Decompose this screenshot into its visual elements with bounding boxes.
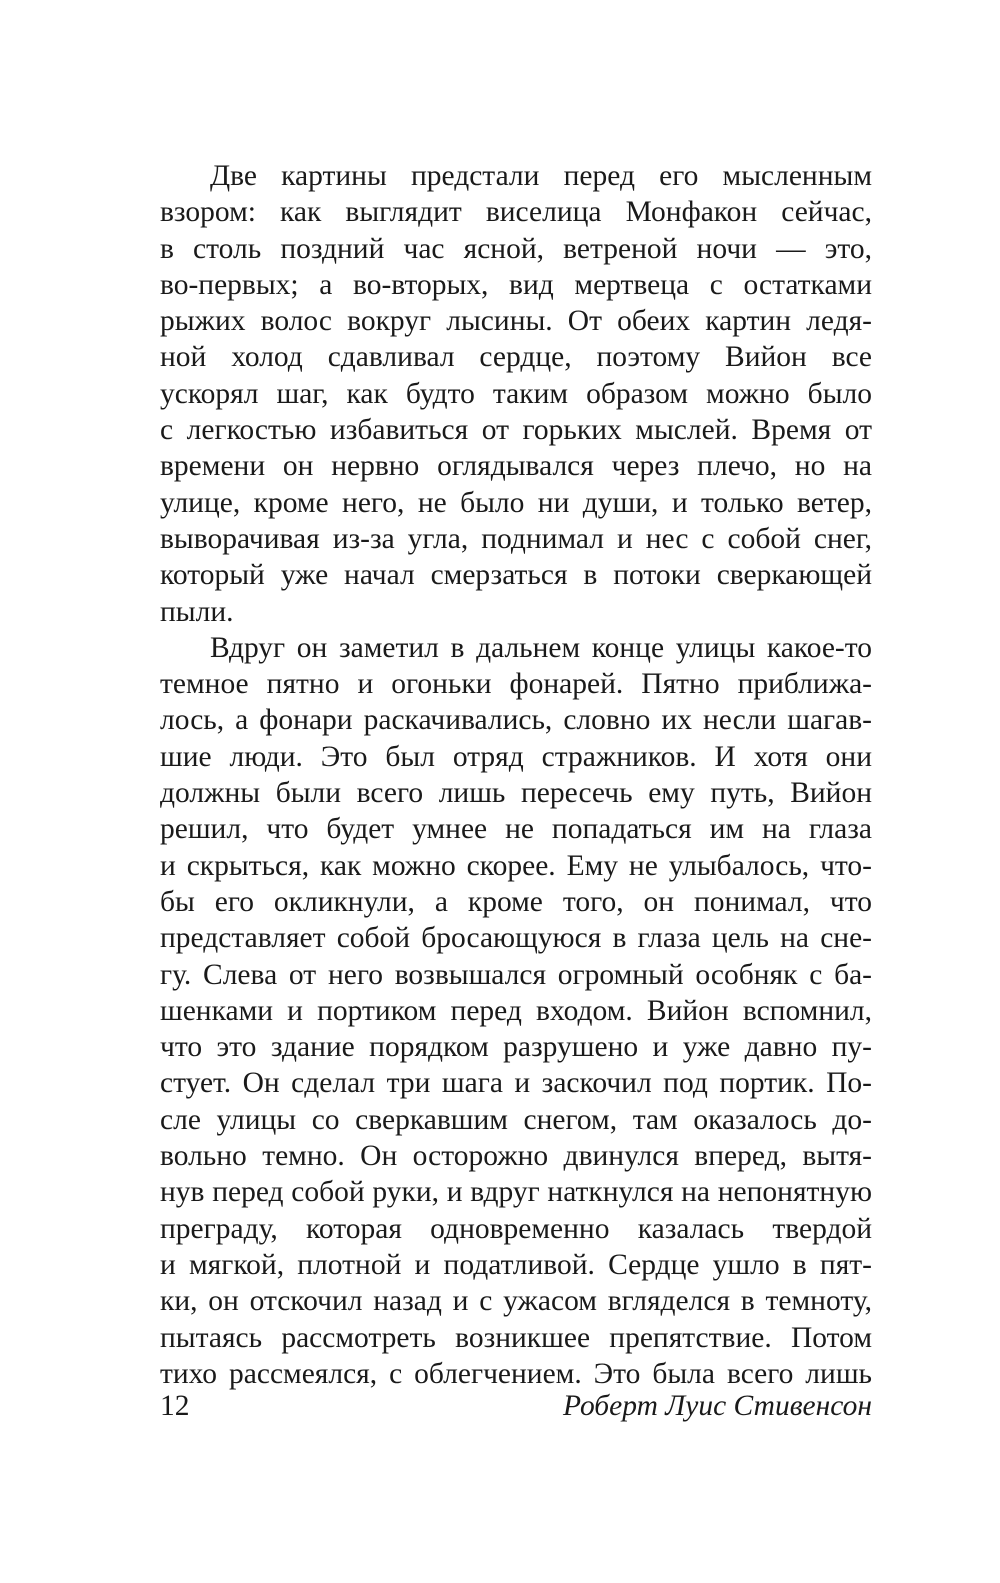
text-line: нув перед собой руки, и вдруг наткнулся на непонятную <box>160 1176 872 1209</box>
text-line: вольно темно. Он осторожно двинулся вперед, вытя- <box>160 1140 872 1173</box>
text-line: ной холод сдавливал сердце, поэтому Вийон все <box>160 341 872 374</box>
text-line: темное пятно и огоньки фонарей. Пятно приближа- <box>160 668 872 701</box>
text-line: преграду, которая одновременно казалась твердой <box>160 1212 872 1245</box>
text-line: и скрыться, как можно скорее. Ему не улыбалось, что- <box>160 849 872 882</box>
text-line: пыли. <box>160 595 234 628</box>
text-line: рыжих волос вокруг лысины. От обеих картин ледя- <box>160 305 872 338</box>
text-line: решил, что будет умнее не попадаться им на глаза <box>160 813 872 846</box>
text-line: бы его окликнули, а кроме того, он понимал, что <box>160 885 872 918</box>
page-number: 12 <box>160 1390 190 1422</box>
text-line: в столь поздний час ясной, ветреной ночи — это, <box>160 232 872 265</box>
text-line: стует. Он сделал три шага и заскочил под портик. По- <box>160 1067 872 1100</box>
body-text <box>160 158 872 1392</box>
text-line: шенками и портиком перед входом. Вийон вспомнил, <box>160 994 872 1027</box>
text-line: с легкостью избавиться от горьких мыслей. Время от <box>160 414 872 447</box>
text-line: представляет собой бросающуюся в глаза цель на сне- <box>160 922 872 955</box>
page-footer <box>160 1386 872 1426</box>
text-line: ки, он отскочил назад и с ужасом вгляделся в темноту, <box>160 1285 872 1318</box>
text-line: тихо рассмеялся, с облегчением. Это была всего лишь <box>160 1357 872 1390</box>
text-line: шие люди. Это был отряд стражников. И хотя они <box>160 740 872 773</box>
text-line: сле улицы со сверкавшим снегом, там оказалось до- <box>160 1103 872 1136</box>
text-line: выворачивая из-за угла, поднимал и нес с собой снег, <box>160 522 872 555</box>
text-line: улице, кроме него, не было ни души, и только ветер, <box>160 486 872 519</box>
text-line: Вдруг он заметил в дальнем конце улицы какое-то <box>210 631 872 664</box>
text-line: гу. Слева от него возвышался огромный особняк с ба- <box>160 958 872 991</box>
text-line: во-первых; а во-вторых, вид мертвеца с остатками <box>160 268 872 301</box>
text-line: взором: как выглядит виселица Монфакон сейчас, <box>160 196 872 229</box>
running-footer-author: Роберт Луис Стивенсон <box>562 1390 872 1422</box>
text-line: времени он нервно оглядывался через плечо, но на <box>160 450 872 483</box>
text-line: ускорял шаг, как будто таким образом можно было <box>160 377 872 410</box>
text-line: лось, а фонари раскачивались, словно их несли шагав- <box>160 704 872 737</box>
text-line: должны были всего лишь пересечь ему путь, Вийон <box>160 777 872 810</box>
text-line: Две картины предстали перед его мысленным <box>210 160 872 192</box>
text-line: и мягкой, плотной и податливой. Сердце ушло в пят- <box>160 1248 872 1281</box>
text-line: который уже начал смерзаться в потоки сверкающей <box>160 559 872 592</box>
text-line: пытаясь рассмотреть возникшее препятствие. Потом <box>160 1321 872 1354</box>
text-line: что это здание порядком разрушено и уже давно пу- <box>160 1031 872 1064</box>
